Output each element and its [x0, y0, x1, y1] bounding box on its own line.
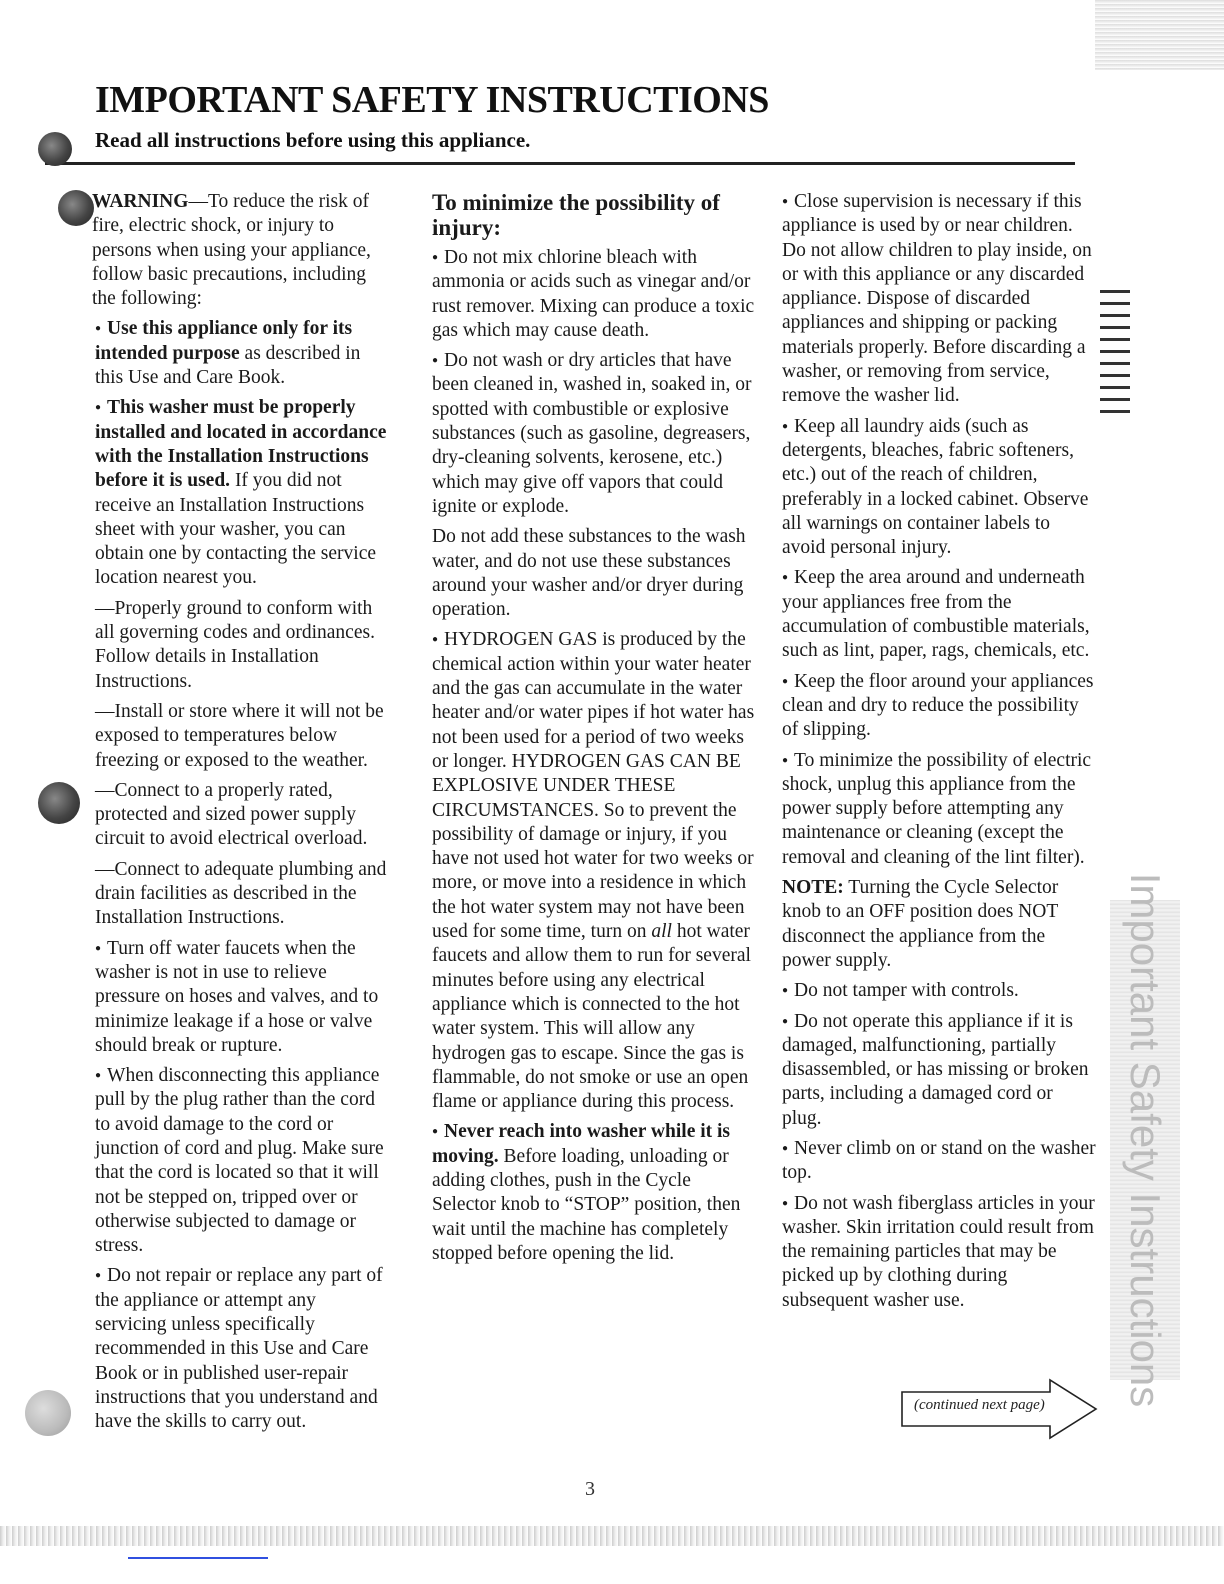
continued-label: (continued next page) — [914, 1397, 1045, 1413]
item-text: When disconnecting this appliance pull by the plug rather than the cord to avoid damage to the cord or junction of cord and plug. Make sure that the cord is located so that it will not be stepped on, tripped over or otherwise subjected to damage or stress. — [95, 1065, 384, 1257]
bullet-icon — [782, 416, 794, 437]
bullet-icon — [95, 1065, 107, 1086]
bullet-icon — [782, 671, 794, 692]
list-item — [70, 597, 390, 694]
binder-hole-top — [38, 132, 72, 166]
margin-registration-marks — [1100, 290, 1130, 420]
column-right — [782, 190, 1097, 1319]
item-bold: Use this appliance only for its intended purpose — [95, 318, 353, 364]
bullet-icon — [95, 938, 107, 959]
item-text: If you did not receive an Installation Instructions sheet with your washer, you can obtain one by contacting the service location nearest you. — [95, 470, 377, 589]
column-middle — [432, 190, 757, 1272]
note-text: Turning the Cycle Selector knob to an OFF position does NOT disconnect the appliance from the power supply. — [782, 877, 1059, 971]
list-item — [70, 700, 390, 773]
bullet-icon — [432, 247, 444, 268]
page-title: IMPORTANT SAFETY INSTRUCTIONS — [95, 79, 769, 121]
warning-text: —To reduce the risk of fire, electric shock, or injury to persons when using your appliance, follow basic precautions, including the following: — [92, 191, 371, 310]
side-tab-label: Important Safety Instructions — [1122, 872, 1169, 1408]
list-item — [432, 1120, 757, 1266]
item-text: Do not tamper with controls. — [794, 980, 1019, 1002]
item-text: Do not wash or dry articles that have been cleaned in, washed in, soaked in, or spotted with combustible or explosive substances (such as gasoline, degreasers, dry-cleaning solvents, kerosene, etc.) which may give off vapors that could ignite or explode. — [432, 350, 752, 517]
bullet-icon — [95, 1265, 107, 1286]
list-item — [70, 937, 390, 1058]
list-item — [70, 396, 390, 590]
list-item — [782, 749, 1097, 870]
item-text: —Connect to adequate plumbing and drain facilities as described in the Installation Instructions. — [95, 858, 387, 929]
item-bold: This washer must be properly installed and located in accordance with the Installation Instructions before it is used. — [95, 397, 387, 492]
item-text: Do not mix chlorine bleach with ammonia or acids such as vinegar and/or rust remover. Mixing can produce a toxic gas which may cause death. — [432, 247, 755, 341]
bullet-icon — [782, 980, 794, 1001]
side-tab — [1110, 872, 1180, 1408]
list-item — [70, 317, 390, 390]
item-text: Do not repair or replace any part of the appliance or attempt any servicing unless specifically recommended in this Use and Care Book or in published user-repair instructions that you understand and have the skills to carry out. — [95, 1265, 383, 1433]
item-text: Never climb on or stand on the washer top. — [782, 1137, 1096, 1184]
item-text: Do not operate this appliance if it is damaged, malfunctioning, partially disassembled, or has missing or broken parts, including a damaged cord or plug. — [782, 1010, 1089, 1129]
bullet-icon — [432, 350, 444, 371]
column-heading: To minimize the possibility of injury: — [432, 190, 720, 240]
list-item — [782, 1010, 1097, 1131]
list-item — [432, 349, 757, 519]
page-number: 3 — [585, 1478, 595, 1500]
bullet-icon — [782, 1193, 794, 1214]
list-item — [782, 566, 1097, 663]
top-right-scan-noise — [1095, 0, 1224, 70]
column-left — [70, 190, 390, 1441]
list-item — [70, 779, 390, 852]
item-text: —Properly ground to conform with all governing codes and ordinances. Follow details in Installation Instructions. — [95, 597, 375, 692]
list-item — [70, 1264, 390, 1434]
list-item — [70, 1064, 390, 1258]
item-text: Keep the floor around your appliances clean and dry to reduce the possibility of slipping. — [782, 670, 1094, 741]
bullet-icon — [95, 397, 107, 418]
continued-next-page-arrow — [900, 1378, 1100, 1440]
bullet-icon — [432, 629, 444, 650]
warning-label: WARNING — [92, 191, 189, 212]
item-text: Keep the area around and underneath your appliances free from the accumulation of combustible materials, such as lint, paper, rags, chemicals, etc. — [782, 567, 1090, 662]
item-text: To minimize the possibility of electric shock, unplug this appliance from the power supply before attempting any maintenance or cleaning (except the removal and cleaning of the lint filter). — [782, 749, 1092, 868]
bottom-scan-noise — [0, 1526, 1224, 1546]
list-item — [782, 670, 1097, 743]
bullet-icon — [782, 1138, 794, 1159]
page-subtitle: Read all instructions before using this appliance. — [95, 128, 531, 152]
list-item — [432, 525, 757, 622]
binder-hole-bottom — [25, 1390, 71, 1436]
bullet-icon — [432, 1121, 444, 1142]
list-item — [782, 979, 1097, 1003]
warning-paragraph — [70, 190, 390, 311]
bullet-icon — [95, 318, 107, 339]
bullet-icon — [782, 567, 794, 588]
item-text: —Connect to a properly rated, protected and sized power supply circuit to avoid electrical overload. — [95, 779, 368, 850]
bullet-icon — [782, 191, 794, 212]
list-item — [432, 628, 757, 1114]
bullet-icon — [782, 750, 794, 771]
list-item — [782, 415, 1097, 561]
item-text: as described in this Use and Care Book. — [95, 342, 361, 389]
list-item — [432, 246, 757, 343]
item-text: HYDROGEN GAS is produced by the chemical action within your water heater and the gas can accumulate in the water heater and/or water pipes if hot water has not been used for a period of two weeks or longer. HYDROGEN GAS CAN BE EXPLOSIVE UNDER THESE CIRCUMSTANCES. So to prevent the possibility of damage or injury, if you have not used hot water for two weeks or more, or move into a residence in which the hot water system may not have been used for some time, turn on — [432, 629, 755, 943]
list-item — [782, 1137, 1097, 1186]
item-text: Close supervision is necessary if this appliance is used by or near children. Do not allow children to play inside, on or with this appliance or any discarded appliance. Dispose of discarded appliances and shipping or packing materials properly. Before discarding a washer, or removing from service, remove the washer lid. — [782, 191, 1092, 407]
scan-artifact-line — [128, 1557, 268, 1559]
item-text: Do not add these substances to the wash water, and do not use these substances around your washer and/or dryer during operation. — [432, 526, 746, 621]
header-divider — [45, 162, 1075, 165]
list-item — [782, 190, 1097, 409]
item-text: —Install or store where it will not be exposed to temperatures below freezing or exposed to the weather. — [95, 700, 384, 771]
item-text: Turn off water faucets when the washer is not in use to relieve pressure on hoses and valves, and to minimize leakage if a hose or valve should break or rupture. — [95, 937, 379, 1056]
item-text: Do not wash fiberglass articles in your washer. Skin irritation could result from the remaining particles that may be picked up by clothing during subsequent washer use. — [782, 1192, 1095, 1311]
bullet-icon — [782, 1011, 794, 1032]
list-item — [782, 1192, 1097, 1313]
note-label: NOTE: — [782, 877, 844, 899]
item-emphasis: all — [651, 921, 672, 943]
list-item — [70, 858, 390, 931]
note-paragraph — [782, 876, 1097, 973]
item-text: Before loading, unloading or adding clothes, push in the Cycle Selector knob to “STOP” position, then wait until the machine has completely stopped before opening the lid. — [432, 1145, 741, 1264]
item-text: hot water faucets and allow them to run for several minutes before using any electrical appliance which is connected to the hot water system. This will allow any hydrogen gas to escape. Since the gas is flammable, do not smoke or use an open flame or appliance during this process. — [432, 921, 751, 1113]
item-bold: Never reach into washer while it is moving. — [432, 1121, 731, 1167]
item-text: Keep all laundry aids (such as detergents, bleaches, fabric softeners, etc.) out of the reach of children, preferably in a locked cabinet. Observe all warnings on container labels to avoid personal injury. — [782, 415, 1089, 559]
